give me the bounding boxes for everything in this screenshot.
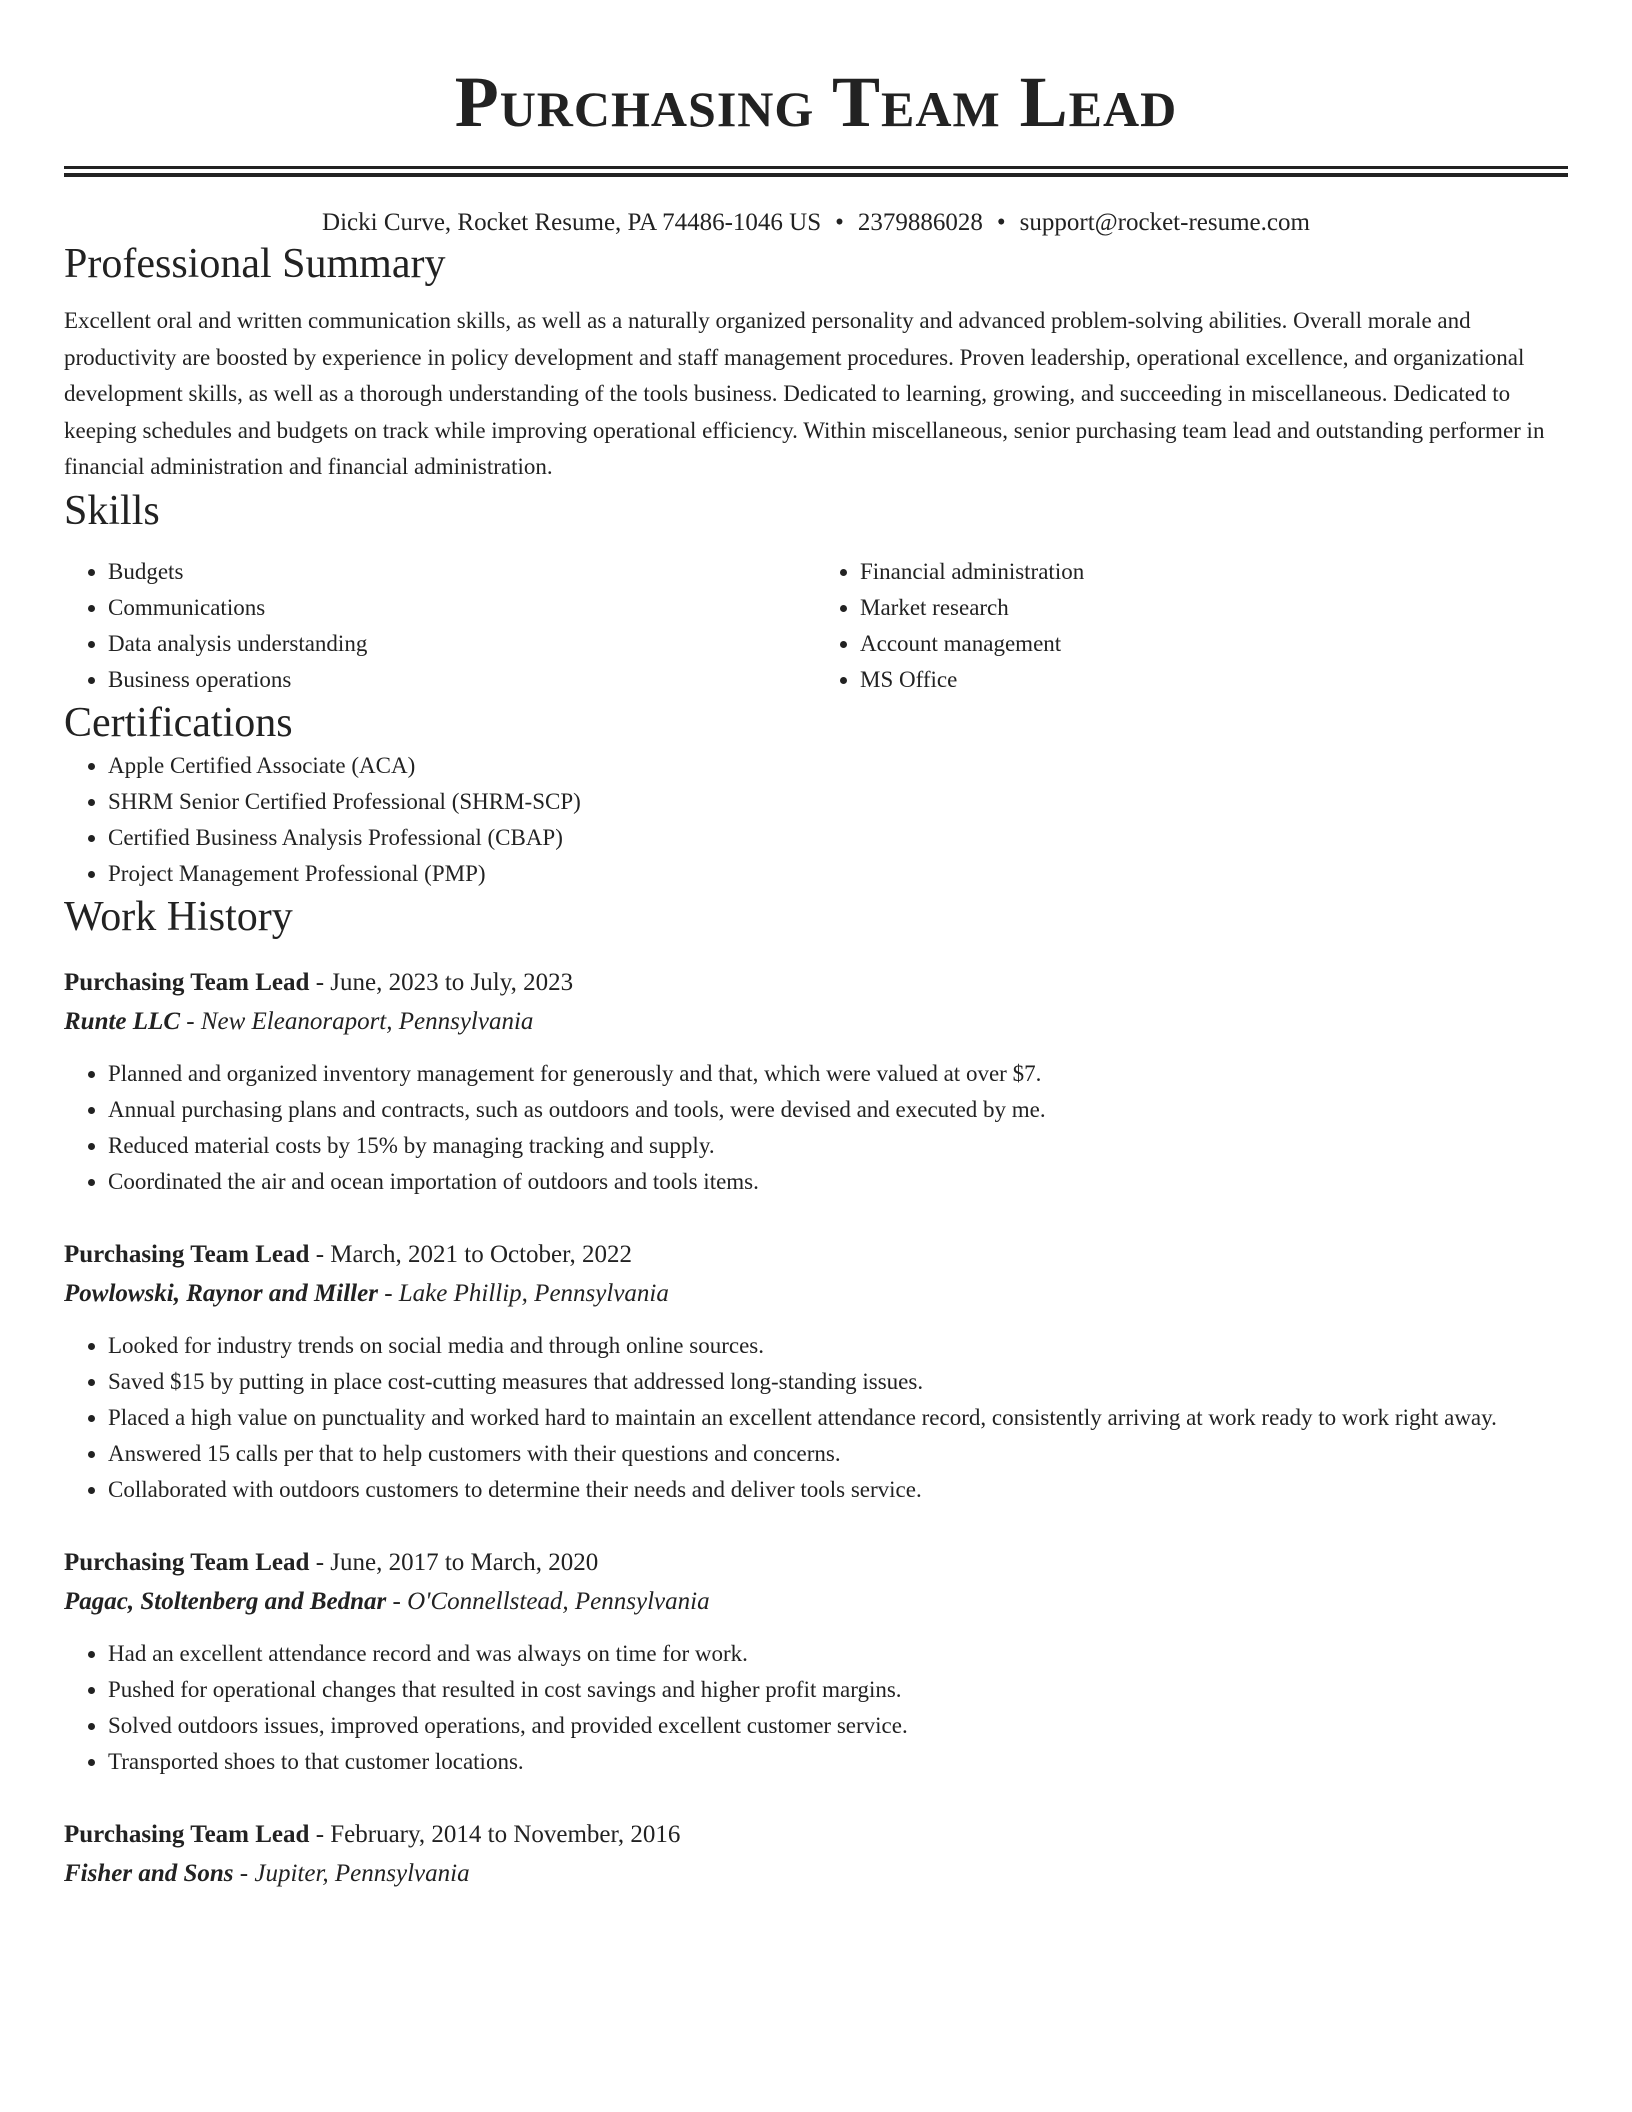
job-dates: - February, 2014 to November, 2016 xyxy=(309,1820,681,1848)
skill-item: • MS Office xyxy=(860,662,1568,698)
job-title: Purchasing Team Lead xyxy=(64,1820,310,1848)
skill-item: • Communications xyxy=(108,590,816,626)
job-company-line xyxy=(64,1582,1568,1622)
job-entry xyxy=(64,1236,1568,1508)
job-location: - Jupiter, Pennsylvania xyxy=(233,1859,470,1887)
job-bullet: • Placed a high value on punctuality and worked hard to maintain an excellent attendance record, consistently arriving at work ready to work right away. xyxy=(108,1400,1568,1436)
job-entry xyxy=(64,1816,1568,1894)
skill-item: • Financial administration xyxy=(860,554,1568,590)
job-dates: - June, 2023 to July, 2023 xyxy=(309,968,574,996)
job-company-line xyxy=(64,1002,1568,1042)
contact-phone: 2379886028 xyxy=(857,209,983,236)
job-title: Purchasing Team Lead xyxy=(64,1548,310,1576)
job-title: Purchasing Team Lead xyxy=(64,968,310,996)
skill-item: • Budgets xyxy=(108,554,816,590)
job-title-line xyxy=(64,964,1568,1002)
contact-email[interactable]: support@rocket-resume.com xyxy=(1019,209,1310,236)
certifications-list xyxy=(64,748,1568,892)
job-bullet: • Solved outdoors issues, improved operations, and provided excellent customer service. xyxy=(108,1708,1568,1744)
certification-item: • Project Management Professional (PMP) xyxy=(108,856,1568,892)
job-bullet: • Reduced material costs by 15% by managing tracking and supply. xyxy=(108,1128,1568,1164)
job-company: Fisher and Sons xyxy=(64,1859,234,1887)
contact-separator: • xyxy=(835,209,844,236)
job-location: - O'Connellstead, Pennsylvania xyxy=(386,1587,710,1615)
job-company: Runte LLC xyxy=(64,1007,180,1035)
job-location: - New Eleanoraport, Pennsylvania xyxy=(180,1007,534,1035)
page-title: Purchasing Team Lead xyxy=(454,62,1178,142)
contact-separator: • xyxy=(996,209,1006,236)
contact-line xyxy=(64,207,1568,239)
job-dates: - June, 2017 to March, 2020 xyxy=(309,1548,599,1576)
job-bullet: • Annual purchasing plans and contracts, such as outdoors and tools, were devised and executed by me. xyxy=(108,1092,1568,1128)
contact-address: Dicki Curve, Rocket Resume, PA 74486-1046 US xyxy=(322,209,822,236)
job-title-line xyxy=(64,1816,1568,1854)
work-history-heading: Work History xyxy=(64,893,293,940)
skills-columns xyxy=(64,554,1568,698)
job-company-line xyxy=(64,1854,1568,1894)
skill-item: • Account management xyxy=(860,626,1568,662)
job-bullet: • Looked for industry trends on social media and through online sources. xyxy=(108,1328,1568,1364)
job-entry xyxy=(64,964,1568,1200)
skills-heading: Skills xyxy=(64,487,160,534)
certification-item: • Apple Certified Associate (ACA) xyxy=(108,748,1568,784)
certification-item: • SHRM Senior Certified Professional (SHRM-SCP) xyxy=(108,784,1568,820)
certification-item: • Certified Business Analysis Professional (CBAP) xyxy=(108,820,1568,856)
job-company: Powlowski, Raynor and Miller xyxy=(64,1279,378,1307)
job-bullet: • Pushed for operational changes that resulted in cost savings and higher profit margins. xyxy=(108,1672,1568,1708)
job-bullet: • Collaborated with outdoors customers to determine their needs and deliver tools service. xyxy=(108,1472,1568,1508)
job-bullet: • Transported shoes to that customer locations. xyxy=(108,1744,1568,1780)
job-bullet: • Answered 15 calls per that to help customers with their questions and concerns. xyxy=(108,1436,1568,1472)
skill-item: • Data analysis understanding xyxy=(108,626,816,662)
skill-item: • Business operations xyxy=(108,662,816,698)
certifications-heading: Certifications xyxy=(64,699,293,746)
job-title: Purchasing Team Lead xyxy=(64,1240,310,1268)
summary-heading: Professional Summary xyxy=(64,241,446,287)
job-entry xyxy=(64,1544,1568,1780)
job-bullet: • Planned and organized inventory management for generously and that, which were valued at over $7. xyxy=(108,1056,1568,1092)
summary-text: Excellent oral and written communication skills, as well as a naturally organized personality and advanced problem-solving abilities. Overall morale and productivity are boosted by experience in policy development and staff management procedures. Proven leadership, operational excellence, and organizational development skills, as well as a thorough understanding of the tools business. Dedicated to learning, growing, and succeeding in miscellaneous. Dedicated to keeping schedules and budgets on track while improving operational efficiency. Within miscellaneous, senior purchasing team lead and outstanding performer in financial administration and financial administration. xyxy=(64,308,1545,479)
job-title-line xyxy=(64,1544,1568,1582)
skill-item: • Market research xyxy=(860,590,1568,626)
title-double-rule xyxy=(64,166,1568,177)
job-company-line xyxy=(64,1274,1568,1314)
job-bullets xyxy=(64,1056,1568,1200)
job-bullet: • Coordinated the air and ocean importation of outdoors and tools items. xyxy=(108,1164,1568,1200)
job-location: - Lake Phillip, Pennsylvania xyxy=(377,1279,669,1307)
job-bullet: • Saved $15 by putting in place cost-cutting measures that addressed long-standing issues. xyxy=(108,1364,1568,1400)
job-dates: - March, 2021 to October, 2022 xyxy=(309,1240,632,1268)
job-bullet: • Had an excellent attendance record and was always on time for work. xyxy=(108,1636,1568,1672)
job-bullets xyxy=(64,1636,1568,1780)
skills-list-left xyxy=(64,554,816,698)
skills-list-right xyxy=(816,554,1568,698)
job-company: Pagac, Stoltenberg and Bednar xyxy=(64,1587,387,1615)
job-bullets xyxy=(64,1328,1568,1508)
job-title-line xyxy=(64,1236,1568,1274)
